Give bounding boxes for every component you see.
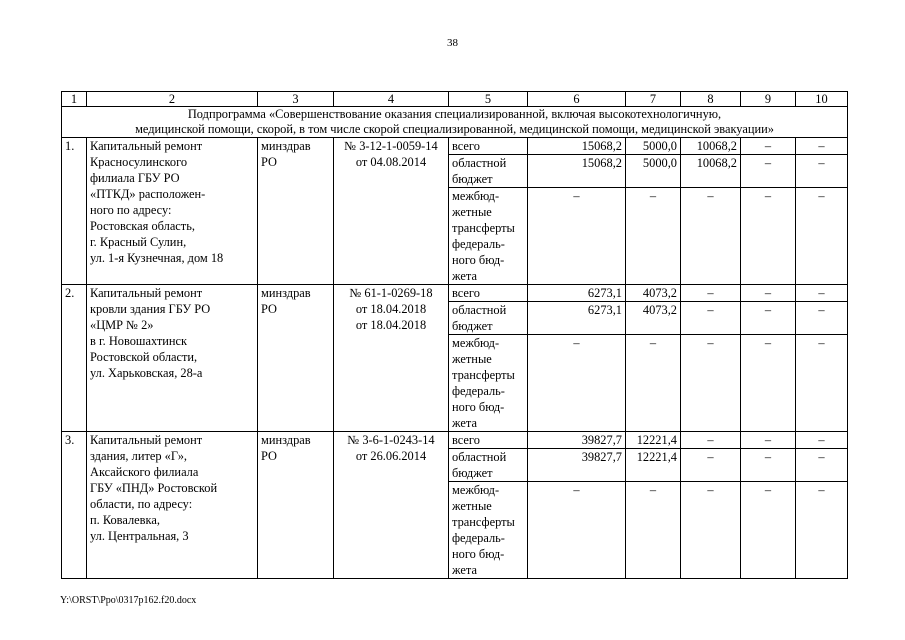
column-header: 2 [87, 92, 258, 107]
amount-cell: – [626, 482, 681, 579]
amount-cell: 4073,2 [626, 285, 681, 302]
amount-cell: 15068,2 [528, 138, 626, 155]
funding-source: областной бюджет [449, 449, 528, 482]
amount-cell: 10068,2 [681, 138, 741, 155]
amount-cell: – [528, 482, 626, 579]
column-header: 4 [334, 92, 449, 107]
amount-cell: – [741, 155, 796, 188]
amount-cell: – [741, 188, 796, 285]
amount-cell: – [741, 432, 796, 449]
column-header: 7 [626, 92, 681, 107]
amount-cell: – [681, 285, 741, 302]
funding-source: межбюд- жетные трансферты федераль- ного бюд- жета [449, 482, 528, 579]
amount-cell: 15068,2 [528, 155, 626, 188]
table-row [62, 432, 848, 449]
amount-cell: – [528, 335, 626, 432]
subprogram-title: Подпрограмма «Совершенствование оказания специализированной, включая высокотехнологичную, медицинской помощи, скорой, в том числе скорой специализированной, медицинской помощи, медицинской эвакуации» [62, 107, 848, 138]
customer: минздрав РО [258, 432, 334, 579]
amount-cell: – [796, 155, 848, 188]
amount-cell: – [681, 302, 741, 335]
amount-cell: – [796, 482, 848, 579]
funding-source: всего [449, 285, 528, 302]
amount-cell: – [681, 432, 741, 449]
amount-cell: – [681, 335, 741, 432]
amount-cell: – [796, 285, 848, 302]
amount-cell: 4073,2 [626, 302, 681, 335]
funding-source: областной бюджет [449, 155, 528, 188]
amount-cell: – [626, 188, 681, 285]
object-name: Капитальный ремонт здания, литер «Г», Аксайского филиала ГБУ «ПНД» Ростовской области, по адресу: п. Ковалевка, ул. Центральная, 3 [87, 432, 258, 579]
column-header: 6 [528, 92, 626, 107]
column-header: 5 [449, 92, 528, 107]
amount-cell: – [796, 188, 848, 285]
table-row [62, 285, 848, 302]
amount-cell: – [681, 482, 741, 579]
subprogram-row [62, 107, 848, 138]
amount-cell: – [681, 188, 741, 285]
amount-cell: – [796, 302, 848, 335]
amount-cell: 6273,1 [528, 302, 626, 335]
amount-cell: 12221,4 [626, 449, 681, 482]
amount-cell: – [741, 302, 796, 335]
funding-source: межбюд- жетные трансферты федераль- ного бюд- жета [449, 188, 528, 285]
table-header-row [62, 92, 848, 107]
table-row [62, 138, 848, 155]
amount-cell: – [741, 335, 796, 432]
amount-cell: – [626, 335, 681, 432]
amount-cell: 5000,0 [626, 138, 681, 155]
column-header: 3 [258, 92, 334, 107]
amount-cell: – [741, 449, 796, 482]
column-header: 9 [741, 92, 796, 107]
amount-cell: 5000,0 [626, 155, 681, 188]
customer: минздрав РО [258, 285, 334, 432]
funding-source: всего [449, 138, 528, 155]
row-number: 3. [62, 432, 87, 579]
row-number: 2. [62, 285, 87, 432]
amount-cell: 6273,1 [528, 285, 626, 302]
object-name: Капитальный ремонт Красносулинского филиала ГБУ РО «ПТКД» расположен- ного по адресу: Ростовская область, г. Красный Сулин, ул. 1-я Кузнечная, дом 18 [87, 138, 258, 285]
object-name: Капитальный ремонт кровли здания ГБУ РО «ЦМР № 2» в г. Новошахтинск Ростовской области, ул. Харьковская, 28-а [87, 285, 258, 432]
amount-cell: – [741, 138, 796, 155]
program-table [61, 91, 848, 579]
customer: минздрав РО [258, 138, 334, 285]
page-number: 38 [447, 37, 458, 49]
expertise-document: № 3-6-1-0243-14 от 26.06.2014 [334, 432, 449, 579]
amount-cell: – [681, 449, 741, 482]
amount-cell: – [796, 138, 848, 155]
file-path-footer: Y:\ORST\Ppo\0317p162.f20.docx [60, 595, 197, 606]
column-header: 1 [62, 92, 87, 107]
amount-cell: 39827,7 [528, 449, 626, 482]
column-header: 10 [796, 92, 848, 107]
expertise-document: № 61-1-0269-18 от 18.04.2018 от 18.04.2018 [334, 285, 449, 432]
amount-cell: – [796, 335, 848, 432]
amount-cell: – [528, 188, 626, 285]
amount-cell: – [741, 482, 796, 579]
amount-cell: – [796, 432, 848, 449]
column-header: 8 [681, 92, 741, 107]
amount-cell: – [741, 285, 796, 302]
amount-cell: 39827,7 [528, 432, 626, 449]
amount-cell: – [796, 449, 848, 482]
amount-cell: 10068,2 [681, 155, 741, 188]
expertise-document: № 3-12-1-0059-14 от 04.08.2014 [334, 138, 449, 285]
funding-source: межбюд- жетные трансферты федераль- ного бюд- жета [449, 335, 528, 432]
amount-cell: 12221,4 [626, 432, 681, 449]
funding-source: всего [449, 432, 528, 449]
row-number: 1. [62, 138, 87, 285]
funding-source: областной бюджет [449, 302, 528, 335]
